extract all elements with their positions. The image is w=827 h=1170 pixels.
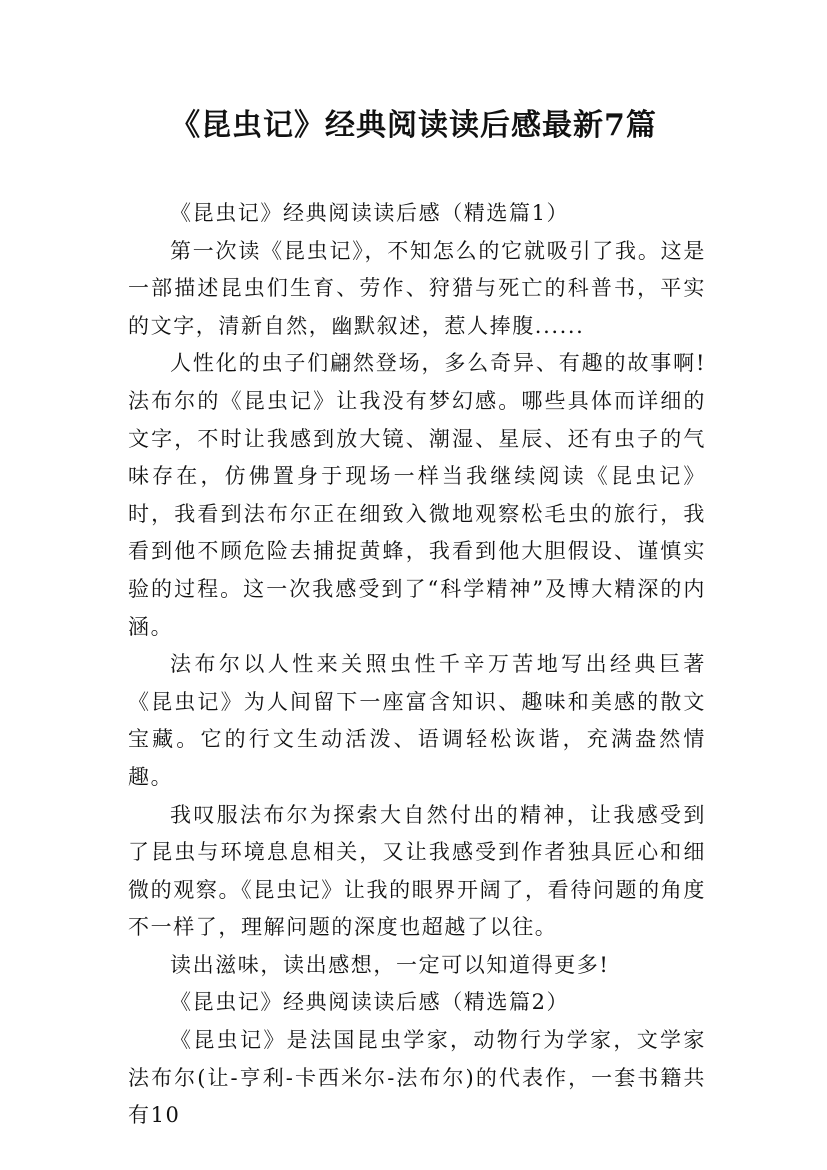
paragraph: 第一次读《昆虫记》，不知怎么的它就吸引了我。这是一部描述昆虫们生育、劳作、狩猎与死亡的科普书，平实的文字，清新自然，幽默叙述，惹人捧腹...... [128, 238, 706, 338]
document-title: 《昆虫记》经典阅读读后感最新7篇 [170, 108, 657, 143]
document-body [128, 195, 706, 1135]
paragraph: 我叹服法布尔为探索大自然付出的精神，让我感受到了昆虫与环境息息相关，又让我感受到作者独具匠心和细微的观察。《昆虫记》让我的眼界开阔了，看待问题的角度不一样了，理解问题的深度也超越了以往。 [128, 802, 706, 940]
paragraph: 法布尔以人性来关照虫性千辛万苦地写出经典巨著《昆虫记》为人间留下一座富含知识、趣味和美感的散文宝藏。它的行文生动活泼、语调轻松诙谐，充满盎然情趣。 [128, 652, 706, 789]
paragraph: 《昆虫记》是法国昆虫学家，动物行为学家，文学家法布尔(让-亨利-卡西米尔-法布尔)的代表作，一套书籍共有10 [128, 1028, 706, 1128]
section-heading: 《昆虫记》经典阅读读后感（精选篇2） [170, 990, 570, 1015]
paragraph: 读出滋味，读出感想，一定可以知道得更多! [170, 952, 610, 977]
section-heading: 《昆虫记》经典阅读读后感（精选篇1） [170, 201, 570, 225]
paragraph: 人性化的虫子们翩然登场，多么奇异、有趣的故事啊!法布尔的《昆虫记》让我没有梦幻感。哪些具体而详细的文字，不时让我感到放大镜、潮湿、星辰、还有虫子的气味存在，仿佛置身于现场一样当我继续阅读《昆虫记》时，我看到法布尔正在细致入微地观察松毛虫的旅行，我看到他不顾危险去捕捉黄蜂，我看到他大胆假设、谨慎实验的过程。这一次我感受到了“科学精神”及博大精深的内涵。 [128, 351, 706, 639]
